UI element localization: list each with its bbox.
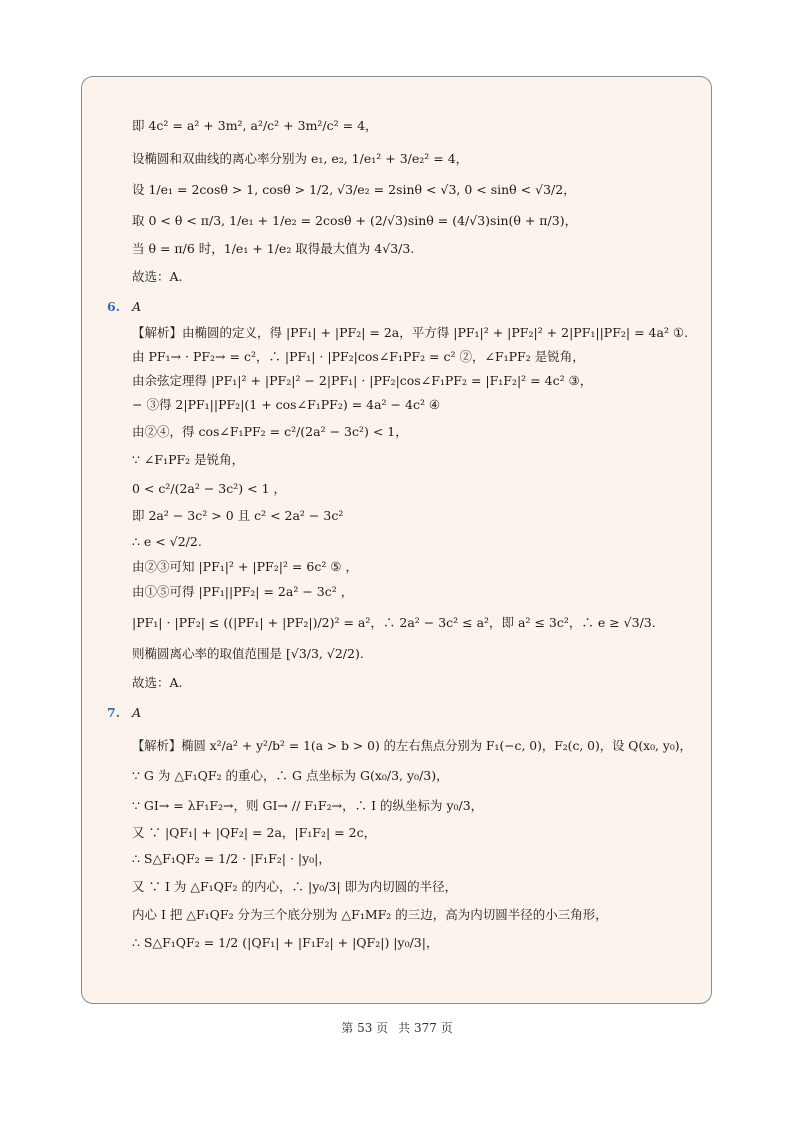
text-line: ∵ G 为 △F₁QF₂ 的重心，∴ G 点坐标为 G(x₀/3, y₀/3)， [132, 768, 449, 783]
text-line: ∴ e < √2/2. [132, 534, 202, 549]
text-line: 【解析】椭圆 x²/a² + y²/b² = 1(a > b > 0) 的左右焦点分别为 F₁(−c, 0)，F₂(c, 0)，设 Q(x₀, y₀)， [132, 738, 692, 753]
text-line: ∴ S△F₁QF₂ = 1/2 · |F₁F₂| · |y₀|， [132, 851, 331, 866]
question-number-label: 7. [107, 705, 121, 720]
page-total: 共 377 页 [398, 1021, 453, 1035]
text-line: 取 0 < θ < π/3, 1/e₁ + 1/e₂ = 2cosθ + (2/√3)sinθ = (4/√3)sin(θ + π/3)， [132, 213, 578, 228]
text-line: 由余弦定理得 |PF₁|² + |PF₂|² − 2|PF₁| · |PF₂|cos∠F₁PF₂ = |F₁F₂|² = 4c² ③， [132, 373, 593, 388]
text-line: 0 < c²/(2a² − 3c²) < 1 ， [132, 481, 286, 496]
text-line: ∴ S△F₁QF₂ = 1/2 (|QF₁| + |F₁F₂| + |QF₂|) |y₀/3|， [132, 935, 439, 950]
text-line: 由②④，得 cos∠F₁PF₂ = c²/(2a² − 3c²) < 1， [132, 424, 408, 439]
text-line: 【解析】由椭圆的定义，得 |PF₁| + |PF₂| = 2a，平方得 |PF₁|² + |PF₂|² + 2|PF₁||PF₂| = 4a² ①. [132, 325, 689, 340]
text-line: |PF₁| · |PF₂| ≤ ((|PF₁| + |PF₂|)/2)² = a²，∴ 2a² − 3c² ≤ a²，即 a² ≤ 3c²，∴ e ≥ √3/3. [132, 615, 656, 630]
text-line: 由①⑤可得 |PF₁||PF₂| = 2a² − 3c² ， [132, 584, 354, 599]
text-line: 故选：A. [132, 269, 183, 284]
text-line: 内心 I 把 △F₁QF₂ 分为三个底分别为 △F₁MF₂ 的三边，高为内切圆半径的小三角形， [132, 907, 608, 922]
question-number-label: 6. [107, 299, 121, 314]
text-line: 由 PF₁→ · PF₂→ = c²，∴ |PF₁| · |PF₂|cos∠F₁PF₂ = c² ②，∠F₁PF₂ 是锐角， [132, 349, 585, 364]
text-line: − ③得 2|PF₁||PF₂|(1 + cos∠F₁PF₂) = 4a² − 4c² ④ [132, 397, 441, 412]
text-line: ∵ GI→ = λF₁F₂→，则 GI→ // F₁F₂→，∴ I 的纵坐标为 y₀/3， [132, 798, 484, 813]
answer-letter: A [132, 705, 142, 720]
text-line: 则椭圆离心率的取值范围是 [√3/3, √2/2). [132, 646, 364, 661]
question-number [107, 705, 141, 720]
text-line: 当 θ = π/6 时，1/e₁ + 1/e₂ 取得最大值为 4√3/3. [132, 241, 415, 256]
text-line: 即 2a² − 3c² > 0 且 c² < 2a² − 3c² [132, 508, 344, 523]
text-line: 故选：A. [132, 675, 183, 690]
text-line: ∵ ∠F₁PF₂ 是锐角， [132, 452, 245, 467]
text-line: 即 4c² = a² + 3m², a²/c² + 3m²/c² = 4， [132, 118, 378, 133]
question-number [107, 299, 141, 314]
text-line: 设椭圆和双曲线的离心率分别为 e₁, e₂, 1/e₁² + 3/e₂² = 4， [132, 151, 469, 166]
text-line: 又 ∵ |QF₁| + |QF₂| = 2a，|F₁F₂| = 2c， [132, 825, 377, 840]
text-line: 设 1/e₁ = 2cosθ > 1, cosθ > 1/2, √3/e₂ = 2sinθ < √3, 0 < sinθ < √3/2， [132, 182, 576, 197]
answer-letter: A [132, 299, 142, 314]
page-footer [0, 1019, 794, 1036]
page-number: 第 53 页 [341, 1021, 389, 1035]
text-line: 由②③可知 |PF₁|² + |PF₂|² = 6c² ⑤ ， [132, 559, 358, 574]
text-line: 又 ∵ I 为 △F₁QF₂ 的内心，∴ |y₀/3| 即为内切圆的半径， [132, 879, 458, 894]
